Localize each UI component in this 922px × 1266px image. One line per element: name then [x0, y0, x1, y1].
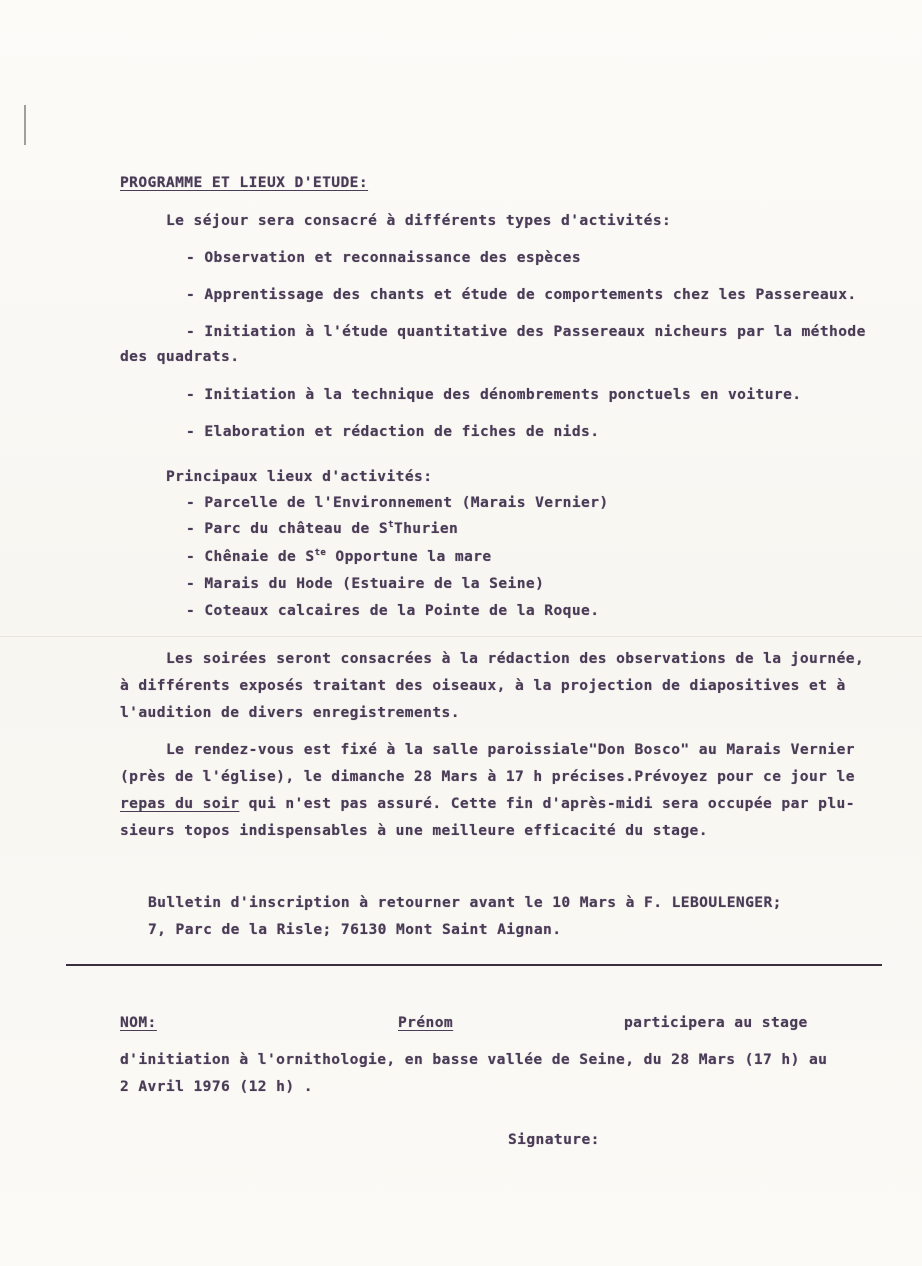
- activity-item: - Observation et reconnaissance des espèces: [186, 249, 582, 266]
- place-item: - Marais du Hode (Estuaire de la Seine): [186, 575, 545, 592]
- section-heading: PROGRAMME ET LIEUX D'ETUDE:: [120, 174, 369, 191]
- bulletin-address: 7, Parc de la Risle; 76130 Mont Saint Aignan.: [148, 921, 562, 938]
- evening-text: Les soirées seront consacrées à la rédaction des observations de la journée,: [166, 650, 865, 667]
- edge-mark: [24, 105, 26, 145]
- nom-label: NOM:: [120, 1014, 157, 1031]
- place-item: - Parc du château de $S^tThurien$: [186, 520, 459, 537]
- prenom-label: Prénom: [398, 1014, 454, 1031]
- activity-item: - Initiation à la technique des dénombrements ponctuels en voiture.: [186, 386, 802, 403]
- activity-item: - Initiation à l'étude quantitative des Passereaux nicheurs par la méthode: [186, 323, 866, 340]
- place-item: - Coteaux calcaires de la Pointe de la Roque.: [186, 602, 600, 619]
- intro-text: Le séjour sera consacré à différents types d'activités:: [166, 212, 672, 229]
- meeting-text: (près de l'église), le dimanche 28 Mars à 17 h précises.Prévoyez pour ce jour le: [120, 768, 855, 785]
- bulletin-text: Bulletin d'inscription à retourner avant le 10 Mars à F. LEBOULENGER;: [148, 894, 782, 911]
- meeting-text: sieurs topos indispensables à une meilleure efficacité du stage.: [120, 822, 708, 839]
- activity-item-cont: des quadrats.: [120, 348, 240, 365]
- place-item: - Parcelle de l'Environnement (Marais Vernier): [186, 494, 609, 511]
- meeting-text: Le rendez-vous est fixé à la salle paroissiale"Don Bosco" au Marais Vernier: [166, 741, 855, 758]
- participation-text: 2 Avril 1976 (12 h) .: [120, 1078, 313, 1095]
- activity-item: - Apprentissage des chants et étude de comportements chez les Passereaux.: [186, 286, 857, 303]
- cut-line: [66, 964, 882, 966]
- place-item: - Chênaie de $S^{te}$ Opportune la mare: [186, 548, 492, 565]
- participation-text: participera au stage: [624, 1014, 808, 1031]
- participation-text: d'initiation à l'ornithologie, en basse vallée de Seine, du 28 Mars (17 h) au: [120, 1051, 828, 1068]
- signature-label: Signature:: [508, 1131, 600, 1148]
- evening-text: à différents exposés traitant des oiseaux, à la projection de diapositives et à: [120, 677, 846, 694]
- evening-text: l'audition de divers enregistrements.: [120, 704, 460, 721]
- places-title: Principaux lieux d'activités:: [166, 468, 433, 485]
- activity-item: - Elaboration et rédaction de fiches de nids.: [186, 423, 600, 440]
- page-fold: [0, 636, 922, 637]
- meeting-text: repas du soir qui n'est pas assuré. Cette fin d'après-midi sera occupée par plu-: [120, 795, 855, 812]
